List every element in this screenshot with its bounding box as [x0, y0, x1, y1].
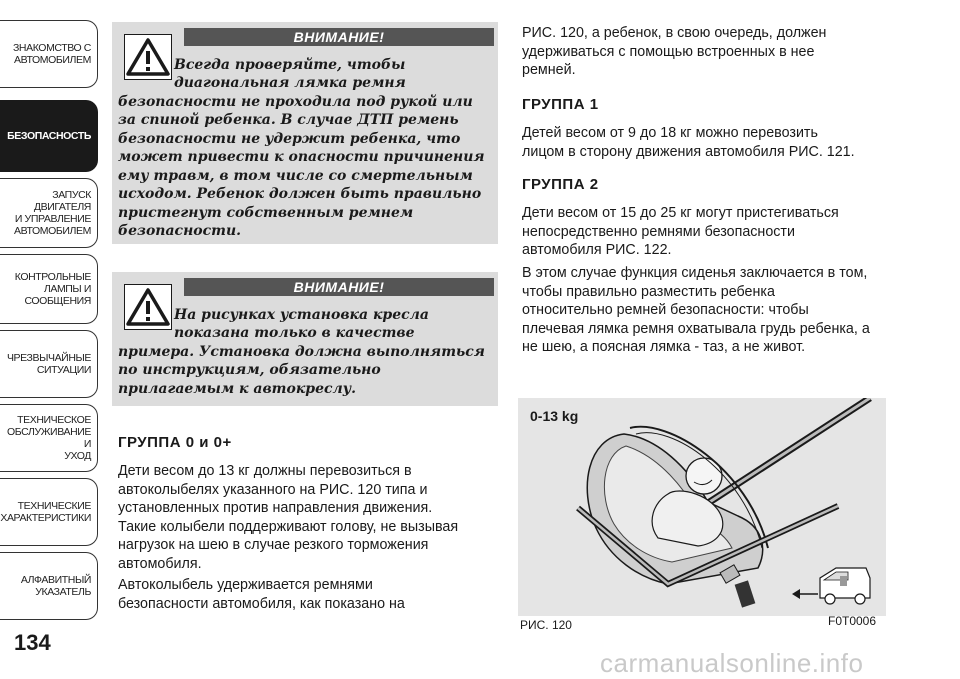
tab-label: АЛФАВИТНЫЙ УКАЗАТЕЛЬ: [20, 574, 91, 598]
tab-specifications[interactable]: [0, 478, 98, 546]
figure-caption: РИС. 120: [520, 618, 572, 632]
warning-triangle-icon: [124, 284, 172, 330]
tab-label: КОНТРОЛЬНЫЕ ЛАМПЫ И СООБЩЕНИЯ: [14, 271, 91, 307]
figure-infant-carrier: [518, 398, 886, 616]
warning-text-line: ему травм, в том числе со смертельным: [118, 168, 473, 184]
tab-intro[interactable]: [0, 20, 98, 88]
tab-index[interactable]: [0, 552, 98, 620]
body-paragraph: Детей весом от 9 до 18 кг можно перевозить лицом в сторону движения автомобиля РИС. 121.: [522, 125, 855, 160]
tab-maintenance[interactable]: [0, 404, 98, 472]
page-number: 134: [14, 630, 51, 655]
body-paragraph: Дети весом до 13 кг должны перевозиться в автоколыбелях указанного на РИС. 120 типа и установленных против направления движения. Такие колыбели поддерживают голову, не вызывая нагрузок на шею в случае резкого торможения автомобиля.: [118, 463, 459, 572]
section-heading: ГРУППА 0 и 0+: [118, 434, 232, 451]
section-heading: ГРУППА 1: [522, 96, 599, 113]
body-paragraph: Дети весом от 15 до 25 кг могут пристегиваться непосредственно ремнями безопасности автомобиля РИС. 122.: [522, 205, 839, 258]
warning-text-line: На рисунках установка кресла: [174, 307, 429, 323]
body-paragraph: В этом случае функция сиденья заключается в том, чтобы правильно разместить ребенка относительно ремней безопасности: чтобы плечевая лямка ремня охватывала грудь ребенка, а не шею, а поясная лямка - таз, а не живот.: [522, 265, 870, 355]
warning-text-line: по инструкциям, обязательно: [118, 362, 381, 378]
warning-text-line: исходом. Ребенок должен быть правильно: [118, 186, 482, 202]
warning-box: [112, 22, 498, 244]
warning-text-line: безопасности не проходила под рукой или: [118, 94, 473, 110]
sidebar-nav: [0, 0, 100, 678]
body-paragraph: Автоколыбель удерживается ремнями безопасности автомобиля, как показано на: [118, 577, 405, 612]
watermark: carmanualsonline.info: [600, 648, 864, 678]
warning-title: ВНИМАНИЕ!: [184, 28, 494, 46]
warning-title: ВНИМАНИЕ!: [184, 278, 494, 296]
tab-warning-lights[interactable]: [0, 254, 98, 324]
tab-label: ТЕХНИЧЕСКИЕ ХАРАКТЕРИСТИКИ: [0, 500, 91, 524]
warning-triangle-icon: [124, 34, 172, 80]
infant-carrier-illustration: [518, 398, 886, 616]
warning-text-line: безопасности.: [118, 223, 241, 239]
section-heading: ГРУППА 2: [522, 176, 599, 193]
tab-label: БЕЗОПАСНОСТЬ: [7, 130, 91, 142]
tab-label: ЧРЕЗВЫЧАЙНЫЕ СИТУАЦИИ: [6, 352, 91, 376]
tab-starting-driving[interactable]: [0, 178, 98, 248]
body-paragraph: РИС. 120, а ребенок, в свою очередь, должен удерживаться с помощью встроенных в нее ремней.: [522, 25, 827, 78]
warning-text-line: за спиной ребенка. В случае ДТП ремень: [118, 112, 459, 128]
warning-text-line: прилагаемым к автокреслу.: [118, 381, 357, 397]
warning-text-line: диагональная лямка ремня: [174, 75, 406, 91]
tab-label: ЗАПУСК ДВИГАТЕЛЯ И УПРАВЛЕНИЕ АВТОМОБИЛЕМ: [13, 189, 91, 237]
tab-label: ТЕХНИЧЕСКОЕ ОБСЛУЖИВАНИЕ И УХОД: [7, 414, 91, 462]
tab-emergencies[interactable]: [0, 330, 98, 398]
tab-label: ЗНАКОМСТВО С АВТОМОБИЛЕМ: [12, 42, 91, 66]
figure-code: F0T0006: [828, 614, 877, 628]
warning-box: [112, 272, 498, 406]
warning-text-line: примера. Установка должна выполняться: [118, 344, 485, 360]
figure-weight-label: 0-13 kg: [530, 408, 579, 424]
warning-text-line: Всегда проверяйте, чтобы: [174, 57, 406, 73]
warning-text-line: пристегнут собственным ремнем: [118, 205, 414, 221]
warning-text-line: может привести к опасности причинения: [118, 149, 485, 165]
warning-text-line: безопасности не удержит ребенка, что: [118, 131, 461, 147]
warning-text-line: показана только в качестве: [174, 325, 415, 341]
tab-safety[interactable]: [0, 100, 98, 172]
